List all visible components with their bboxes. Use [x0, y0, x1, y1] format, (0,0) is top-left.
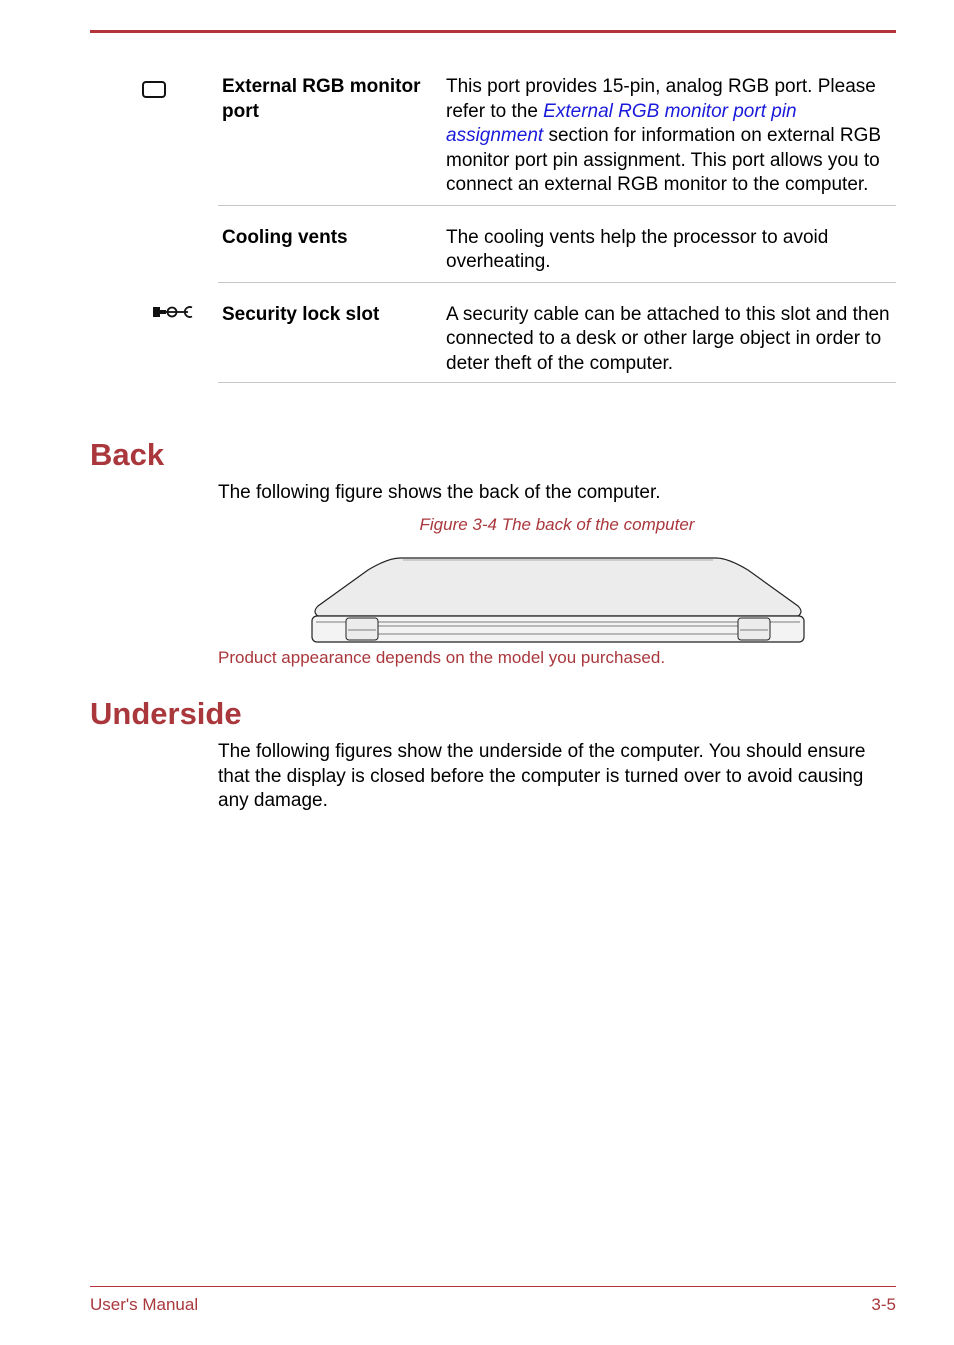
- underside-intro: The following figures show the underside of the computer. You should ensure that the display is closed before the computer is turned over to avoid causing any damage.: [218, 741, 866, 811]
- footer-title: User's Manual: [90, 1295, 199, 1314]
- desc-external-rgb-monitor-port: This port provides 15-pin, analog RGB port. Please refer to the External RGB monitor port pin assignment section for information on external RGB monitor port pin assignment. This port allows you to connect an external RGB monitor to the computer.: [446, 70, 896, 205]
- desc-cooling-vents: The cooling vents help the processor to avoid overheating.: [446, 205, 896, 282]
- product-appearance-note: Product appearance depends on the model you purchased.: [218, 648, 666, 667]
- section-heading-underside: Underside: [90, 696, 242, 731]
- term-cooling-vents: Cooling vents: [218, 205, 446, 282]
- rgb-pin-assignment-link[interactable]: External RGB monitor port pin assignment: [446, 100, 797, 146]
- security-lock-icon: [152, 304, 200, 320]
- table-row: [90, 282, 896, 383]
- page-number: 3-5: [871, 1295, 896, 1314]
- term-external-rgb-monitor-port: External RGB monitor port: [218, 70, 446, 205]
- desc-security-lock-slot: A security cable can be attached to this slot and then connected to a desk or other large object in order to deter theft of the computer.: [446, 282, 896, 383]
- figure-caption: Figure 3-4 The back of the computer: [419, 515, 695, 534]
- header-rule: [90, 30, 896, 33]
- ports-table: [90, 70, 896, 383]
- table-row: [90, 205, 896, 282]
- footer-rule: [90, 1286, 896, 1287]
- table-row: [90, 70, 896, 205]
- back-intro: The following figure shows the back of the computer.: [218, 482, 661, 503]
- term-security-lock-slot: Security lock slot: [218, 282, 446, 383]
- section-heading-back: Back: [90, 437, 165, 472]
- laptop-back-figure: [308, 554, 808, 646]
- monitor-port-icon: [142, 81, 166, 98]
